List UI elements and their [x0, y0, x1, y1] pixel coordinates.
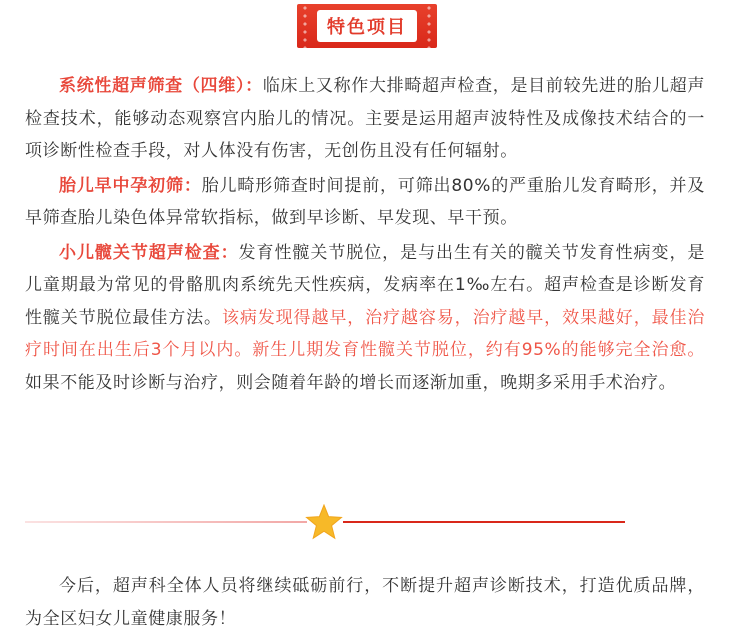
closing-paragraph: 今后，超声科全体人员将继续砥砺前行，不断提升超声诊断技术，打造优质品牌，为全区妇女儿童健康服务！ — [25, 576, 705, 629]
section-header — [0, 4, 730, 50]
paragraph-4d-ultrasound — [25, 70, 705, 168]
star-icon — [305, 504, 343, 540]
paragraph-tail-text: 如果不能及时诊断与治疗，则会随着年龄的增长而逐渐加重，晚期多采用手术治疗。 — [25, 372, 677, 393]
section-title: 特色项目 — [327, 17, 407, 38]
paragraph-heading: 系统性超声筛查（四维）： — [59, 76, 263, 96]
header-label-box — [317, 10, 417, 42]
paragraph-text: 发育性髋关节脱位，是与出生有关的髋关节发育性病变，是儿童期最为常见的骨骼肌肉系统先天性疾病，发病率在1‰左右。超声检查是诊断发育性髋关节脱位最佳方法。 — [25, 242, 705, 328]
star-divider — [0, 504, 730, 540]
paragraph-heading: 胎儿早中孕初筛： — [59, 175, 202, 196]
paragraph-heading: 小儿髋关节超声检查： — [59, 242, 239, 263]
divider-line-right — [343, 521, 625, 523]
paragraph-emphasis-text: 该病发现得越早，治疗越容易，治疗越早，效果越好，最佳治疗时间在出生后3个月以内。新生儿期发育性髋关节脱位，约有95%的能够完全治愈。 — [25, 307, 705, 360]
paragraph-text: 临床上又称作大排畸超声检查，是目前较先进的胎儿超声检查技术，能够动态观察宫内胎儿的情况。主要是运用超声波特性及成像技术结合的一项诊断性检查手段，对人体没有伤害，无创伤且没有任何辐射。 — [25, 76, 706, 161]
header-badge — [297, 4, 437, 48]
divider-line-left — [25, 521, 307, 523]
closing-section — [25, 570, 705, 635]
article-body — [25, 70, 705, 399]
paragraph-early-screening — [25, 170, 705, 235]
paragraph-text: 胎儿畸形筛查时间提前，可筛出80%的严重胎儿发育畸形，并及早筛查胎儿染色体异常软指标，做到早诊断、早发现、早干预。 — [25, 175, 705, 228]
paragraph-hip-ultrasound — [25, 237, 705, 400]
